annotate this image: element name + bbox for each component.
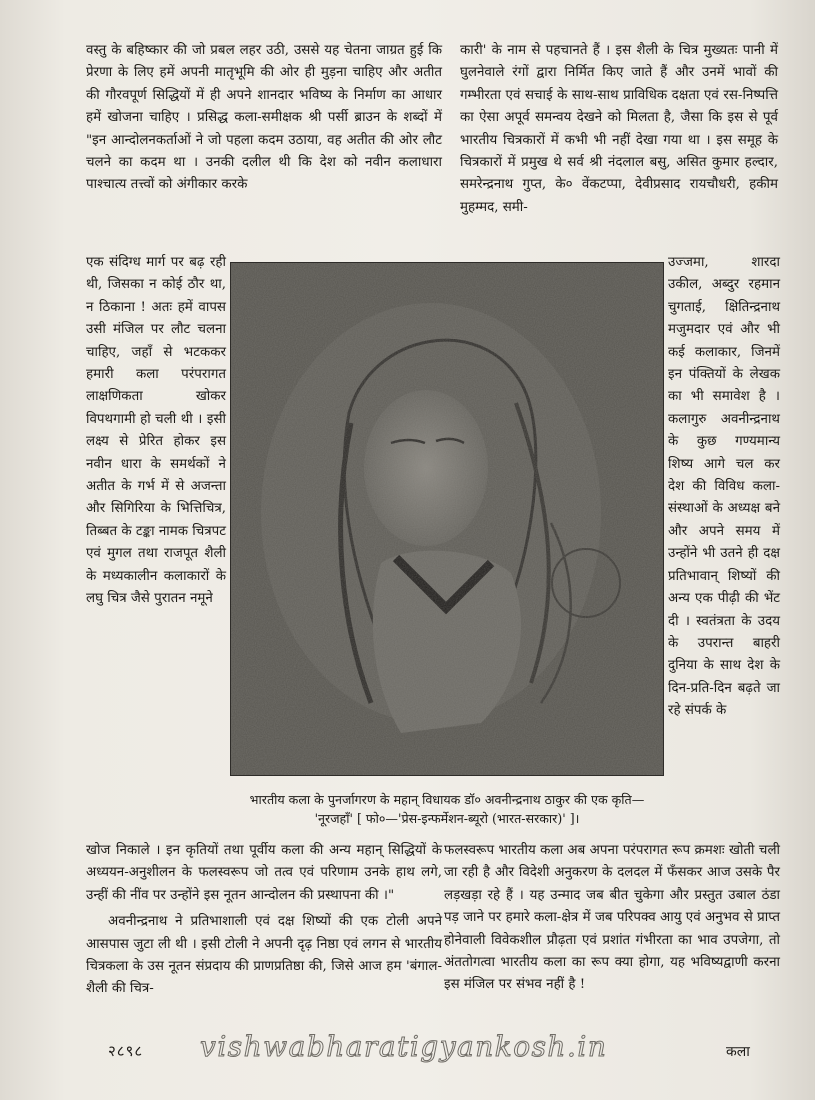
left-column-bottom [86, 840, 442, 1001]
paragraph: उज्जमा, शारदा उकील, अब्दुर रहमान चुगताई, क्षितिन्द्रनाथ मजुमदार एवं और भी कई कलाकार, जिनमें इन पंक्तियों के लेखक का भी समावेश है । कलागुरु अवनीन्द्रनाथ के कुछ गण्यमान्य शिष्य आगे चल कर देश की विविध कला-संस्थाओं के अध्यक्ष बने और अपने समय में उन्होंने भी उतने ही दक्ष प्रतिभावान् शिष्यों की अन्य एक पीढ़ी की भेंट दी । स्वतंत्रता के उदय के उपरान्त बाहरी दुनिया के साथ देश के दिन-प्रति-दिन बढ़ते जा रहे संपर्क के [668, 255, 780, 719]
painting-photo [230, 262, 664, 776]
right-wrap-column [668, 252, 780, 723]
left-wrap-column [86, 252, 226, 611]
page-number: २८९८ [108, 1042, 144, 1060]
paragraph: खोज निकाले । इन कृतियों तथा पूर्वीय कला की अन्य महान् सिद्धियों के अध्ययन-अनुशीलन के फलस्वरूप जो तत्व एवं परिणाम उनके हाथ लगे, उन्हीं की नींव पर उन्होंने इस नूतन आन्दोलन की प्रस्थापना की ।" [86, 843, 442, 903]
paragraph: कारी' के नाम से पहचानते हैं । इस शैली के चित्र मुख्यतः पानी में घुलनेवाले रंगों द्वारा निर्मित किए जाते हैं और उनमें भावों की गम्भीरता एवं सचाई के साथ-साथ प्राविधिक दक्षता एवं रस-निष्पत्ति का ऐसा अपूर्व समन्वय देखने को मिलता है, जैसा कि इस से पूर्व भारतीय चित्रकारों में कभी भी नहीं देखा गया था । इस समूह के चित्रकारों में प्रमुख थे सर्व श्री नंदलाल बसु, असित कुमार हल्दार, समरेन्द्रनाथ गुप्त, के० वेंकटप्पा, देवीप्रसाद रायचौधरी, हकीम मुहम्मद, समी- [460, 43, 778, 215]
paragraph: एक संदिग्ध मार्ग पर बढ़ रही थी, जिसका न कोई ठौर था, न ठिकाना ! अतः हमें वापस उसी मंजिल पर लौट चलना चाहिए, जहाँ से भटककर हमारी कला परंपरागत लाक्षणिकता खोकर विपथगामी हो चली थी । इसी लक्ष्य से प्रेरित होकर इस नवीन धारा के समर्थकों ने अतीत के गर्भ में से अजन्ता और सिगिरिया के भित्तिचित्र, तिब्बत के टङ्का नामक चित्रपट एवं मुगल तथा राजपूत शैली के मध्यकालीन कलाकारों के लघु चित्र जैसे पुरातन नमूने [86, 255, 227, 607]
paragraph: अवनीन्द्रनाथ ने प्रतिभाशाली एवं दक्ष शिष्यों की एक टोली अपने आसपास जुटा ली थी । इसी टोली ने अपनी दृढ़ निष्ठा एवं लगन से भारतीय चित्रकला के उस नूतन संप्रदाय की प्राणप्रतिष्ठा की, जिसे आज हम 'बंगाल-शैली की चित्र- [86, 914, 442, 997]
right-column-top [460, 40, 778, 219]
right-column-bottom [444, 840, 780, 997]
section-label: कला [726, 1044, 750, 1060]
watermark: vishwabharatigyankosh.in [200, 1030, 608, 1063]
paragraph: फलस्वरूप भारतीय कला अब अपना परंपरागत रूप क्रमशः खोती चली जा रही है और विदेशी अनुकरण के दलदल में फँसकर आज उसके पैर लड़खड़ा रहे हैं । यह उन्माद जब बीत चुकेगा और प्रस्तुत उबाल ठंडा पड़ जाने पर हमारे कला-क्षेत्र में जब परिपक्व आयु एवं अनुभव से प्राप्त होनेवाली विवेकशील प्रौढ़ता एवं प्रशांत गंभीरता का भाव उपजेगा, तो अंततोगत्वा भारतीय कला का रूप क्या होगा, यह भविष्यद्वाणी करना इस मंजिल पर संभव नहीं है ! [444, 843, 780, 993]
nurjahan-painting-image [231, 263, 663, 775]
left-column-top [86, 40, 442, 197]
paragraph: वस्तु के बहिष्कार की जो प्रबल लहर उठी, उससे यह चेतना जाग्रत हुई कि प्रेरणा के लिए हमें अपनी मातृभूमि की ओर ही मुड़ना चाहिए और अतीत की गौरवपूर्ण सिद्धियों में ही अपने शानदार भविष्य के निर्माण का आधार हमें खोजना चाहिए । प्रसिद्ध कला-समीक्षक श्री पर्सी ब्राउन के शब्दों में "इन आन्दोलनकर्ताओं ने जो पहला कदम उठाया, वह अतीत की ओर लौट चलने का कदम था । उनकी दलील थी कि देश को नवीन कलाधारा पाश्चात्य तत्त्वों को अंगीकार करके [86, 43, 442, 193]
photo-caption: भारतीय कला के पुनर्जागरण के महान् विधायक डॉ० अवनीन्द्रनाथ ठाकुर की एक कृति— 'नूरजहाँ' [ फो०—'प्रेस-इन्फर्मेशन-ब्यूरो (भारत-सरकार)' ]। [249, 792, 645, 826]
